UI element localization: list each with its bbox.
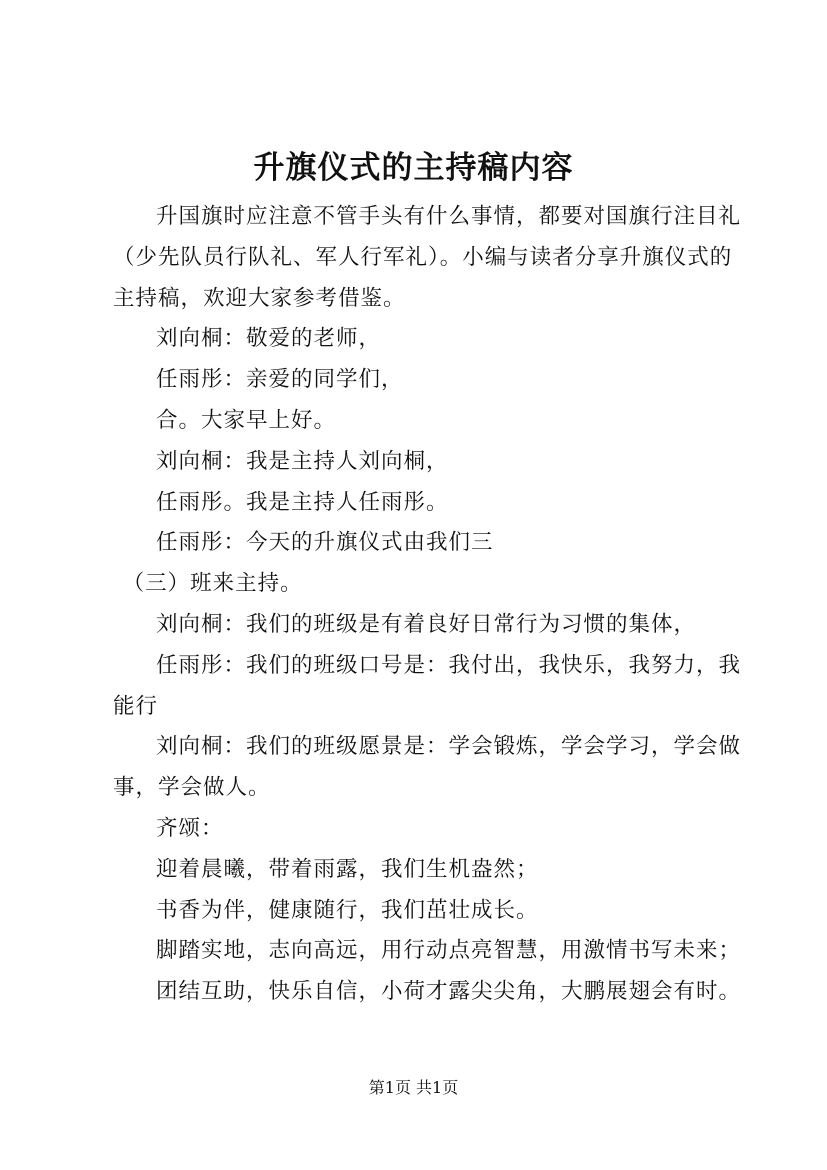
script-line: 齐颂：: [156, 815, 224, 841]
recitation-line: 脚踏实地，志向高远，用行动点亮智慧，用激情书写未来；: [156, 938, 742, 964]
script-line: 任雨彤：我们的班级口号是：我付出，我快乐，我努力，我能行: [113, 652, 742, 719]
script-line: 任雨彤：今天的升旗仪式由我们三: [156, 530, 494, 556]
script-line: （三）班来主持。: [122, 571, 303, 597]
page-footer: 第1页 共1页: [368, 1078, 459, 1097]
script-line: 刘向桐：敬爱的老师，: [156, 326, 382, 352]
intro-paragraph: 升国旗时应注意不管手头有什么事情，都要对国旗行注目礼（少先队员行队礼、军人行军礼）。小编与读者分享升旗仪式的主持稿，欢迎大家参考借鉴。: [113, 204, 742, 311]
script-line: 任雨彤：亲爱的同学们，: [156, 367, 404, 393]
script-line: 任雨彤。我是主持人任雨彤。: [156, 489, 449, 515]
recitation-line: 书香为伴，健康随行，我们茁壮成长。: [156, 897, 539, 923]
script-line: 刘向桐：我是主持人刘向桐，: [156, 448, 449, 474]
script-line: 合。大家早上好。: [156, 407, 337, 433]
recitation-line: 迎着晨曦，带着雨露，我们生机盎然；: [156, 856, 539, 882]
script-line: 刘向桐：我们的班级愿景是：学会锻炼，学会学习，学会做事，学会做人。: [113, 734, 742, 801]
script-line: 刘向桐：我们的班级是有着良好日常行为习惯的集体，: [156, 611, 697, 637]
recitation-line: 团结互助，快乐自信，小荷才露尖尖角，大鹏展翅会有时。: [156, 979, 742, 1005]
document-title: 升旗仪式的主持稿内容: [253, 150, 574, 186]
document-body: [113, 197, 743, 1013]
